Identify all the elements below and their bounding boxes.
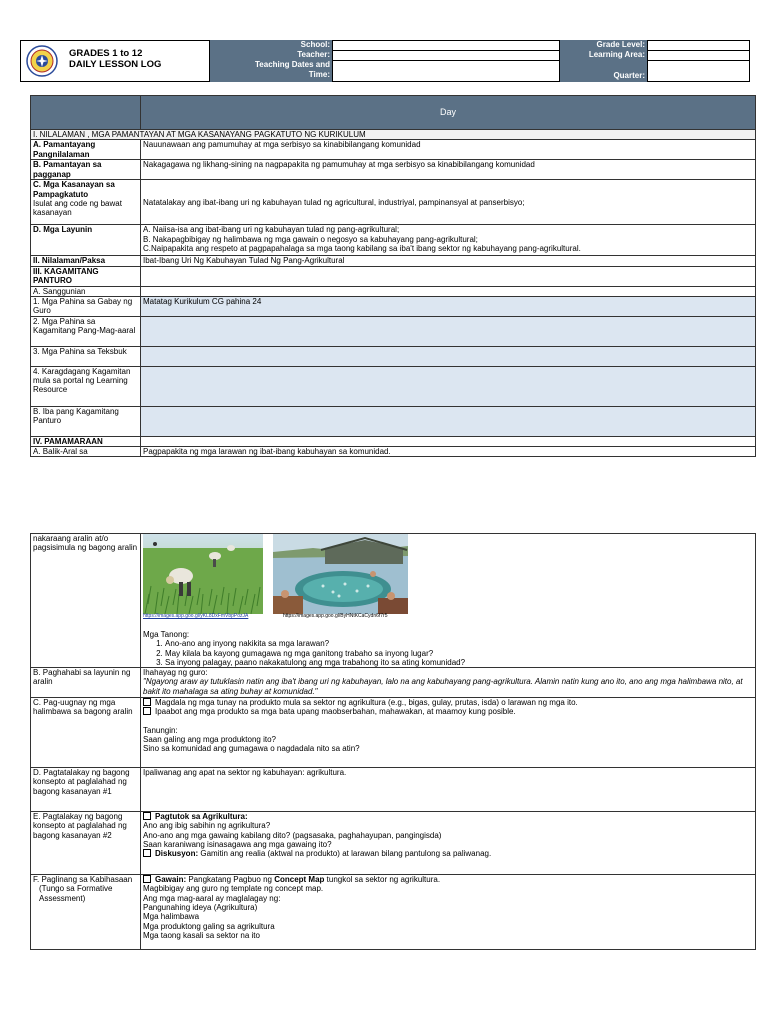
label-paglinang: F. Paglinang sa Kabihasaan	[33, 875, 133, 885]
deped-seal-icon	[26, 45, 58, 77]
header-title-line1: GRADES 1 to 12	[69, 48, 143, 59]
value-balik-aral[interactable]: Pagpapakita ng mga larawan ng ibat-ibang kabuhayan sa komunidad.	[141, 447, 756, 457]
label-pamantayang-pangnilalaman: A. Pamantayang Pangnilalaman	[31, 140, 141, 160]
label-kasanayan-cell	[31, 180, 141, 225]
lesson-table-page2	[30, 533, 756, 950]
layunin-b: B. Nakapagbibigay ng halimbawa ng mga gawain o negosyo sa kabuhayang pang-agrikultural;	[143, 234, 478, 244]
layunin-a: A. Naiisa-isa ang ibat-ibang uri ng kabuhayan tulad ng pang-agrikultural;	[143, 225, 400, 235]
row-kasanayan	[31, 180, 756, 225]
pag-uugnay-bullet-1-text: Magdala ng mga tunay na produkto mula sa sektor ng agrikultura (e.g., bigas, gulay, prutas, isda) o larawan ng mga ito.	[155, 698, 578, 708]
tanong-title: Mga Tanong:	[143, 630, 190, 639]
tanong-item-3: 3. Sa inyong palagay, paano nakakatulong ang mga trabahong ito sa ating komunidad?	[165, 658, 753, 667]
header-fields	[210, 40, 750, 82]
gawain-concept-map: Concept Map	[274, 875, 325, 885]
dates-field[interactable]	[332, 60, 560, 82]
label-kasanayan: C. Mga Kasanayan sa Pampagkatuto	[33, 180, 115, 199]
value-pamantayan-sa-pagganap[interactable]: Nakagagawa ng likhang-sining na nagpapakita ng pamumuhay at mga serbisyo sa kinabibilangang komunidad	[141, 160, 756, 180]
tanong-item-1: 1. Ano-ano ang inyong nakikita sa mga larawan?	[165, 639, 753, 648]
label-learning-resource: 4. Karagdagang Kagamitan mula sa portal ng Learning Resource	[31, 366, 141, 406]
tanong-item-2: 2. May kilala ba kayong gumagawa ng mga ganitong trabaho sa inyong lugar?	[165, 649, 753, 658]
value-balik-aral-cont[interactable]	[141, 534, 756, 668]
tanungin-q2: Sino sa komunidad ang gumagawa o nagdadala nito sa atin?	[143, 744, 360, 754]
gawain-line	[143, 875, 753, 884]
grade-level-label: Grade Level:	[560, 40, 647, 50]
school-label: School:	[210, 40, 332, 50]
learning-area-label: Learning Area:	[560, 50, 647, 60]
fish-pen-image	[273, 534, 408, 614]
day-header-row	[31, 96, 756, 130]
row-learning-resource	[31, 366, 756, 406]
value-sanggunian[interactable]	[141, 286, 756, 296]
pagtutok-line-3: Saan karaniwang isinasagawa ang mga gawaing ito?	[143, 840, 332, 850]
tanungin-title: Tanungin:	[143, 725, 178, 735]
row-pagtatalakay-1	[31, 768, 756, 812]
value-pagtatalakay-1[interactable]: Ipaliwanag ang apat na sektor ng kabuhayan: agrikultura.	[141, 768, 756, 812]
label-teksbuk: 3. Mga Pahina sa Teksbuk	[31, 346, 141, 366]
value-pamamaraan[interactable]	[141, 436, 756, 446]
pagtutok-line-1: Ano ang ibig sabihin ng agrikultura?	[143, 821, 271, 831]
image-link-1[interactable]: https://images.app.goo.gl/yKL8DxFmVbpPozJA	[143, 613, 249, 619]
lesson-log-header	[20, 40, 750, 82]
row-pamantayang-pangnilalaman	[31, 140, 756, 160]
label-kagamitang-panturo: III. KAGAMITANG PANTURO	[31, 266, 141, 286]
label-paglinang-sub: (Tungo sa Formative Assessment)	[39, 884, 113, 903]
paglinang-line-4: Mga halimbawa	[143, 912, 200, 922]
label-paghahabi: B. Paghahabi sa layunin ng aralin	[31, 668, 141, 698]
checkbox-icon	[143, 849, 151, 857]
diskusyon-line	[143, 849, 753, 858]
checkbox-icon	[143, 812, 151, 820]
row-kagamitang-pang-mag-aaral	[31, 316, 756, 346]
tanong-list	[143, 639, 753, 667]
paghahabi-quote: "Ngayong araw ay tutuklasin natin ang iba't ibang uri ng kabuhayan, lalo na ang kabuhayang pang-agrikultura. Alamin natin kung ano ito, ano ang mga halimbawa nito, at bakit ito mahalaga sa ating buhay at komunidad."	[143, 677, 743, 696]
label-kagamitang-pang-mag-aaral: 2. Mga Pahina sa Kagamitang Pang-Mag-aaral	[31, 316, 141, 346]
row-pag-uugnay	[31, 698, 756, 768]
checkbox-icon	[143, 698, 151, 706]
label-kasanayan-sub: Isulat ang code ng bawat kasanayan	[33, 198, 122, 218]
row-iba-pang-kagamitan	[31, 406, 756, 436]
label-gabay-ng-guro: 1. Mga Pahina sa Gabay ng Guro	[31, 296, 141, 316]
label-balik-aral: A. Balik-Aral sa	[31, 447, 141, 457]
diskusyon-label: Diskusyon:	[155, 849, 199, 859]
paglinang-line-1: Magbibigay ang guro ng template ng concept map.	[143, 884, 324, 894]
value-nilalaman-paksa[interactable]: Ibat-Ibang Uri Ng Kabuhayan Tulad Ng Pang-Agrikultural	[141, 256, 756, 266]
row-teksbuk	[31, 346, 756, 366]
section-1-title: I. NILALAMAN , MGA PAMANTAYAN AT MGA KASANAYANG PAGKATUTO NG KURIKULUM	[31, 130, 756, 140]
checkbox-icon	[143, 707, 151, 715]
row-paglinang	[31, 875, 756, 950]
paghahabi-intro: Ihahayag ng guro:	[143, 668, 208, 678]
quarter-field[interactable]	[647, 60, 750, 82]
pagtutok-line-2: Ano-ano ang mga gawaing kabilang dito? (pagsasaka, paghahayupan, pangingisda)	[143, 830, 442, 840]
checkbox-icon	[143, 875, 151, 883]
paglinang-line-5: Mga produktong galing sa agrikultura	[143, 921, 275, 931]
pagtutok-title-text: Pagtutok sa Agrikultura:	[155, 812, 248, 822]
value-teksbuk[interactable]	[141, 346, 756, 366]
header-title-line2: DAILY LESSON LOG	[69, 59, 162, 70]
row-pagtalakay-2	[31, 812, 756, 875]
day-header: Day	[141, 96, 756, 130]
row-nilalaman-paksa	[31, 256, 756, 266]
value-paglinang[interactable]	[141, 875, 756, 950]
image-link-2[interactable]: https://images.app.goo.gl/ByHNtKCaCydn6f7r5	[283, 613, 388, 619]
paglinang-line-6: Mga taong kasali sa sektor na ito	[143, 930, 260, 940]
gawain-text-1: Pangkatang Pagbuo ng	[186, 875, 275, 885]
image-row	[143, 534, 753, 619]
row-pamantayan-sa-pagganap	[31, 160, 756, 180]
header-title	[69, 48, 161, 70]
row-pamamaraan	[31, 436, 756, 446]
paglinang-line-3: Pangunahing ideya (Agrikultura)	[143, 903, 258, 913]
quarter-label: Quarter:	[560, 60, 647, 82]
gawain-label: Gawain:	[155, 875, 187, 885]
logo-title-box	[20, 40, 210, 82]
label-layunin: D. Mga Layunin	[31, 225, 141, 256]
row-kagamitang-panturo	[31, 266, 756, 286]
label-nilalaman-paksa: II. Nilalaman/Paksa	[31, 256, 141, 266]
value-pagtalakay-2[interactable]	[141, 812, 756, 875]
label-pag-uugnay: C. Pag-uugnay ng mga halimbawa sa bagong aralin	[31, 698, 141, 768]
value-layunin[interactable]	[141, 225, 756, 256]
pagtutok-title	[143, 812, 753, 821]
value-kasanayan[interactable]: Natatalakay ang ibat-ibang uri ng kabuhayan tulad ng agricultural, industriyal, pampinansyal at panserbisyo;	[141, 180, 756, 225]
label-balik-aral-cont: nakaraang aralin at/o pagsisimula ng bagong aralin	[31, 534, 141, 668]
label-pagtalakay-2: E. Pagtalakay ng bagong konsepto at paglalahad ng bagong kasanayan #2	[31, 812, 141, 875]
lesson-table-page1	[30, 95, 756, 457]
label-sanggunian: A. Sanggunian	[31, 286, 141, 296]
value-learning-resource[interactable]	[141, 366, 756, 406]
value-pag-uugnay[interactable]	[141, 698, 756, 768]
label-pamamaraan: IV. PAMAMARAAN	[31, 436, 141, 446]
diskusyon-text: Gamitin ang realia (aktwal na produkto) at larawan bilang pantulong sa paliwanag.	[198, 849, 492, 859]
teacher-label: Teacher:	[210, 50, 332, 60]
row-balik-aral	[31, 447, 756, 457]
label-pamantayan-sa-pagganap: B. Pamantayan sa pagganap	[31, 160, 141, 180]
value-iba-pang-kagamitan[interactable]	[141, 406, 756, 436]
label-paglinang-cell	[31, 875, 141, 950]
row-layunin	[31, 225, 756, 256]
rice-farming-image	[143, 534, 263, 614]
value-pamantayang-pangnilalaman[interactable]: Nauunawaan ang pamumuhay at mga serbisyo sa kinabibilangang komunidad	[141, 140, 756, 160]
value-gabay-ng-guro[interactable]: Matatag Kurikulum CG pahina 24	[141, 296, 756, 316]
row-paghahabi	[31, 668, 756, 698]
pag-uugnay-bullet-1	[143, 698, 753, 707]
dates-label-line1: Teaching Dates and	[255, 60, 330, 69]
row-sanggunian	[31, 286, 756, 296]
gawain-text-2: tungkol sa sektor ng agrikultura.	[324, 875, 441, 885]
layunin-c: C.Naipapakita ang respeto at pagpapahalaga sa mga taong kabilang sa iba't ibang sektor ng kabuhayang pang-agrikultural.	[143, 243, 581, 253]
row-gabay-ng-guro	[31, 296, 756, 316]
value-paghahabi[interactable]	[141, 668, 756, 698]
value-kagamitang-panturo[interactable]	[141, 266, 756, 286]
label-pagtatalakay-1: D. Pagtatalakay ng bagong konsepto at paglalahad ng bagong kasanayan #1	[31, 768, 141, 812]
paglinang-line-2: Ang mga mag-aaral ay maglalagay ng:	[143, 893, 281, 903]
tanungin-q1: Saan galing ang mga produktong ito?	[143, 735, 276, 745]
row-balik-aral-cont	[31, 534, 756, 668]
pag-uugnay-bullet-2-text: Ipaabot ang mga produkto sa mga bata upang maobserbahan, mahawakan, at maamoy kung posible.	[155, 707, 516, 717]
pag-uugnay-bullet-2	[143, 707, 753, 716]
value-kagamitang-pang-mag-aaral[interactable]	[141, 316, 756, 346]
dates-label-line2: Time:	[308, 70, 330, 79]
day-header-blank	[31, 96, 141, 130]
section-1-row	[31, 130, 756, 140]
label-iba-pang-kagamitan: B. Iba pang Kagamitang Panturo	[31, 406, 141, 436]
dates-label	[210, 60, 332, 82]
